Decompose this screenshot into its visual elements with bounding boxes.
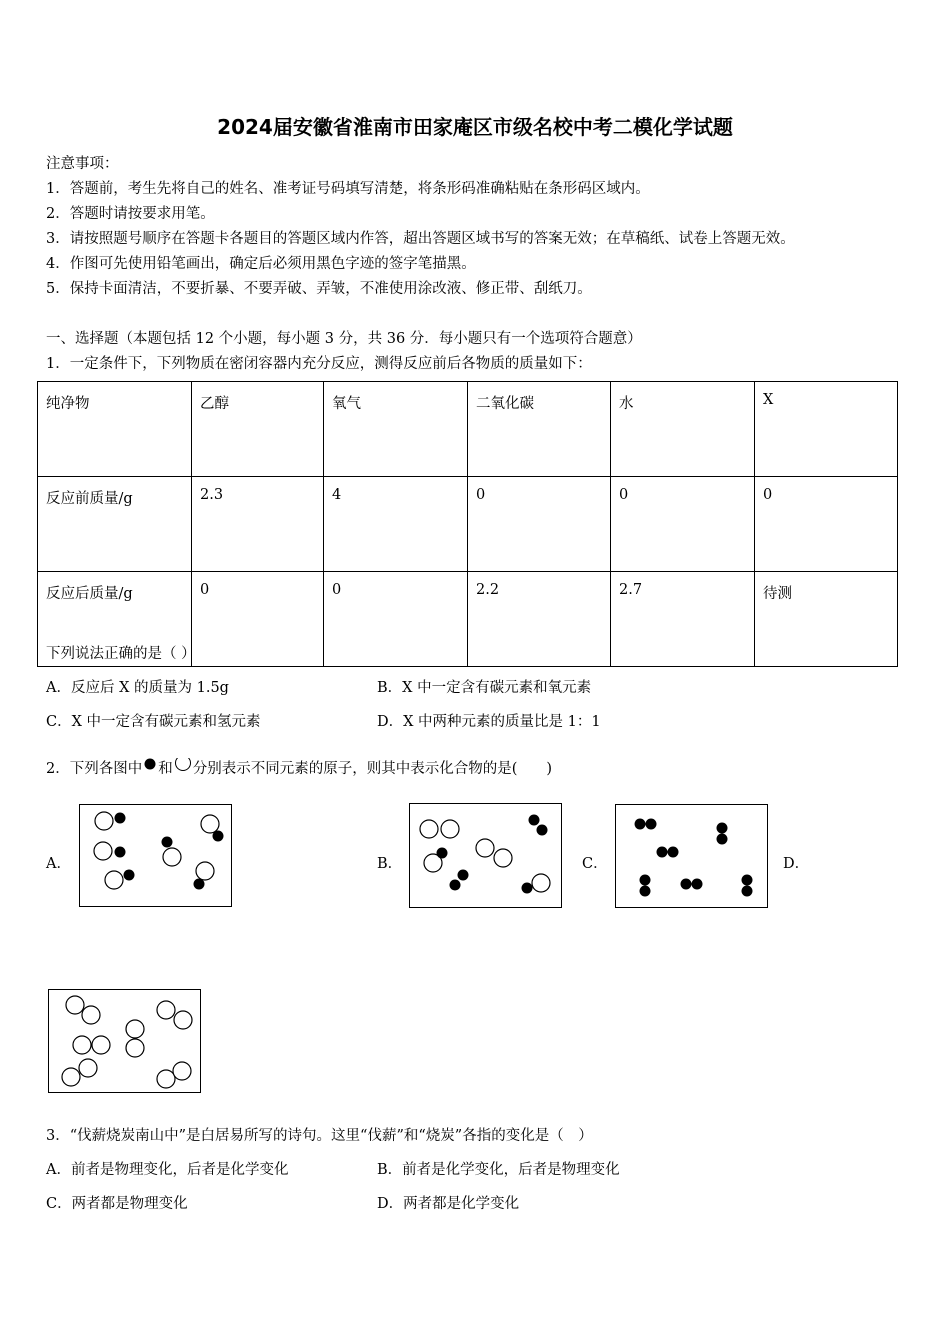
option-d[interactable]: D．两者都是化学变化 <box>377 1196 520 1212</box>
option-c[interactable]: C．两者都是物理变化 <box>46 1196 188 1212</box>
reaction-mass-table <box>37 381 898 667</box>
table-cell: 0 <box>468 477 611 572</box>
table-row <box>38 477 898 572</box>
notice-item: 5．保持卡面清洁，不要折暴、不要弄破、弄皱，不准使用涂改液、修正带、刮纸刀。 <box>46 281 592 297</box>
white-atom-icon <box>173 758 193 780</box>
notice-item: 1．答题前，考生先将自己的姓名、准考证号码填写清楚，将条形码准确粘贴在条形码区域内。 <box>46 181 650 197</box>
option-b[interactable]: B．前者是化学变化，后者是物理变化 <box>377 1162 620 1178</box>
option-a[interactable]: A．前者是物理变化，后者是化学变化 <box>46 1162 289 1178</box>
table-cell: 待测 <box>755 572 898 667</box>
option-d[interactable]: D．X 中两种元素的质量比是 1：1 <box>377 714 601 730</box>
table-cell: 0 <box>611 477 755 572</box>
option-b[interactable]: B．X 中一定含有碳元素和氧元素 <box>377 680 592 696</box>
notice-item: 4．作图可先使用铅笔画出，确定后必须用黑色字迹的签字笔描黑。 <box>46 256 476 272</box>
table-cell: 2.7 <box>611 572 755 667</box>
option-b-label[interactable]: B． <box>377 856 403 872</box>
option-c[interactable]: C．X 中一定含有碳元素和氢元素 <box>46 714 261 730</box>
stem-text: 和 <box>158 761 173 777</box>
table-cell: 二氧化碳 <box>468 382 611 477</box>
question-1-prompt: 下列说法正确的是（ ） <box>46 646 196 662</box>
table-cell: 0 <box>755 477 898 572</box>
notice-item: 3．请按照题号顺序在答题卡各题目的答题区域内作答，超出答题区域书写的答案无效；在草稿纸、试卷上答题无效。 <box>46 231 795 247</box>
table-row <box>38 382 898 477</box>
option-a-label[interactable]: A． <box>46 856 71 872</box>
table-cell: 2.3 <box>192 477 324 572</box>
diagram-a[interactable] <box>79 804 232 907</box>
question-2-stem <box>46 757 552 780</box>
notice-item: 2．答题时请按要求用笔。 <box>46 206 215 222</box>
option-d-label[interactable]: D． <box>783 856 810 872</box>
diagram-d[interactable] <box>48 989 201 1093</box>
table-cell: 反应前质量/g <box>38 477 192 572</box>
diagram-b[interactable] <box>409 803 562 908</box>
stem-text: 2．下列各图中 <box>46 761 143 777</box>
table-cell: X <box>755 382 898 477</box>
table-cell: 水 <box>611 382 755 477</box>
question-3-stem: 3．“伐薪烧炭南山中”是白居易所写的诗句。这里“伐薪”和“烧炭”各指的变化是（ ） <box>46 1128 593 1144</box>
table-cell: 2.2 <box>468 572 611 667</box>
section-heading: 一、选择题（本题包括 12 个小题，每小题 3 分，共 36 分．每小题只有一个选项符合题意） <box>46 331 642 347</box>
option-a[interactable]: A．反应后 X 的质量为 1.5g <box>46 680 229 696</box>
stem-text: 分别表示不同元素的原子，则其中表示化合物的是( ) <box>192 761 553 777</box>
page-title: 2024届安徽省淮南市田家庵区市级名校中考二模化学试题 <box>217 115 733 139</box>
table-cell: 0 <box>192 572 324 667</box>
table-cell: 纯净物 <box>38 382 192 477</box>
option-c-label[interactable]: C． <box>582 856 608 872</box>
diagram-c[interactable] <box>615 804 768 908</box>
table-cell: 4 <box>324 477 468 572</box>
black-atom-icon <box>142 758 158 780</box>
table-cell: 乙醇 <box>192 382 324 477</box>
question-1-stem: 1．一定条件下，下列物质在密闭容器内充分反应，测得反应前后各物质的质量如下： <box>46 356 592 372</box>
table-cell: 0 <box>324 572 468 667</box>
notice-heading: 注意事项： <box>46 156 119 172</box>
table-cell: 反应后质量/g <box>38 572 192 667</box>
table-cell: 氧气 <box>324 382 468 477</box>
